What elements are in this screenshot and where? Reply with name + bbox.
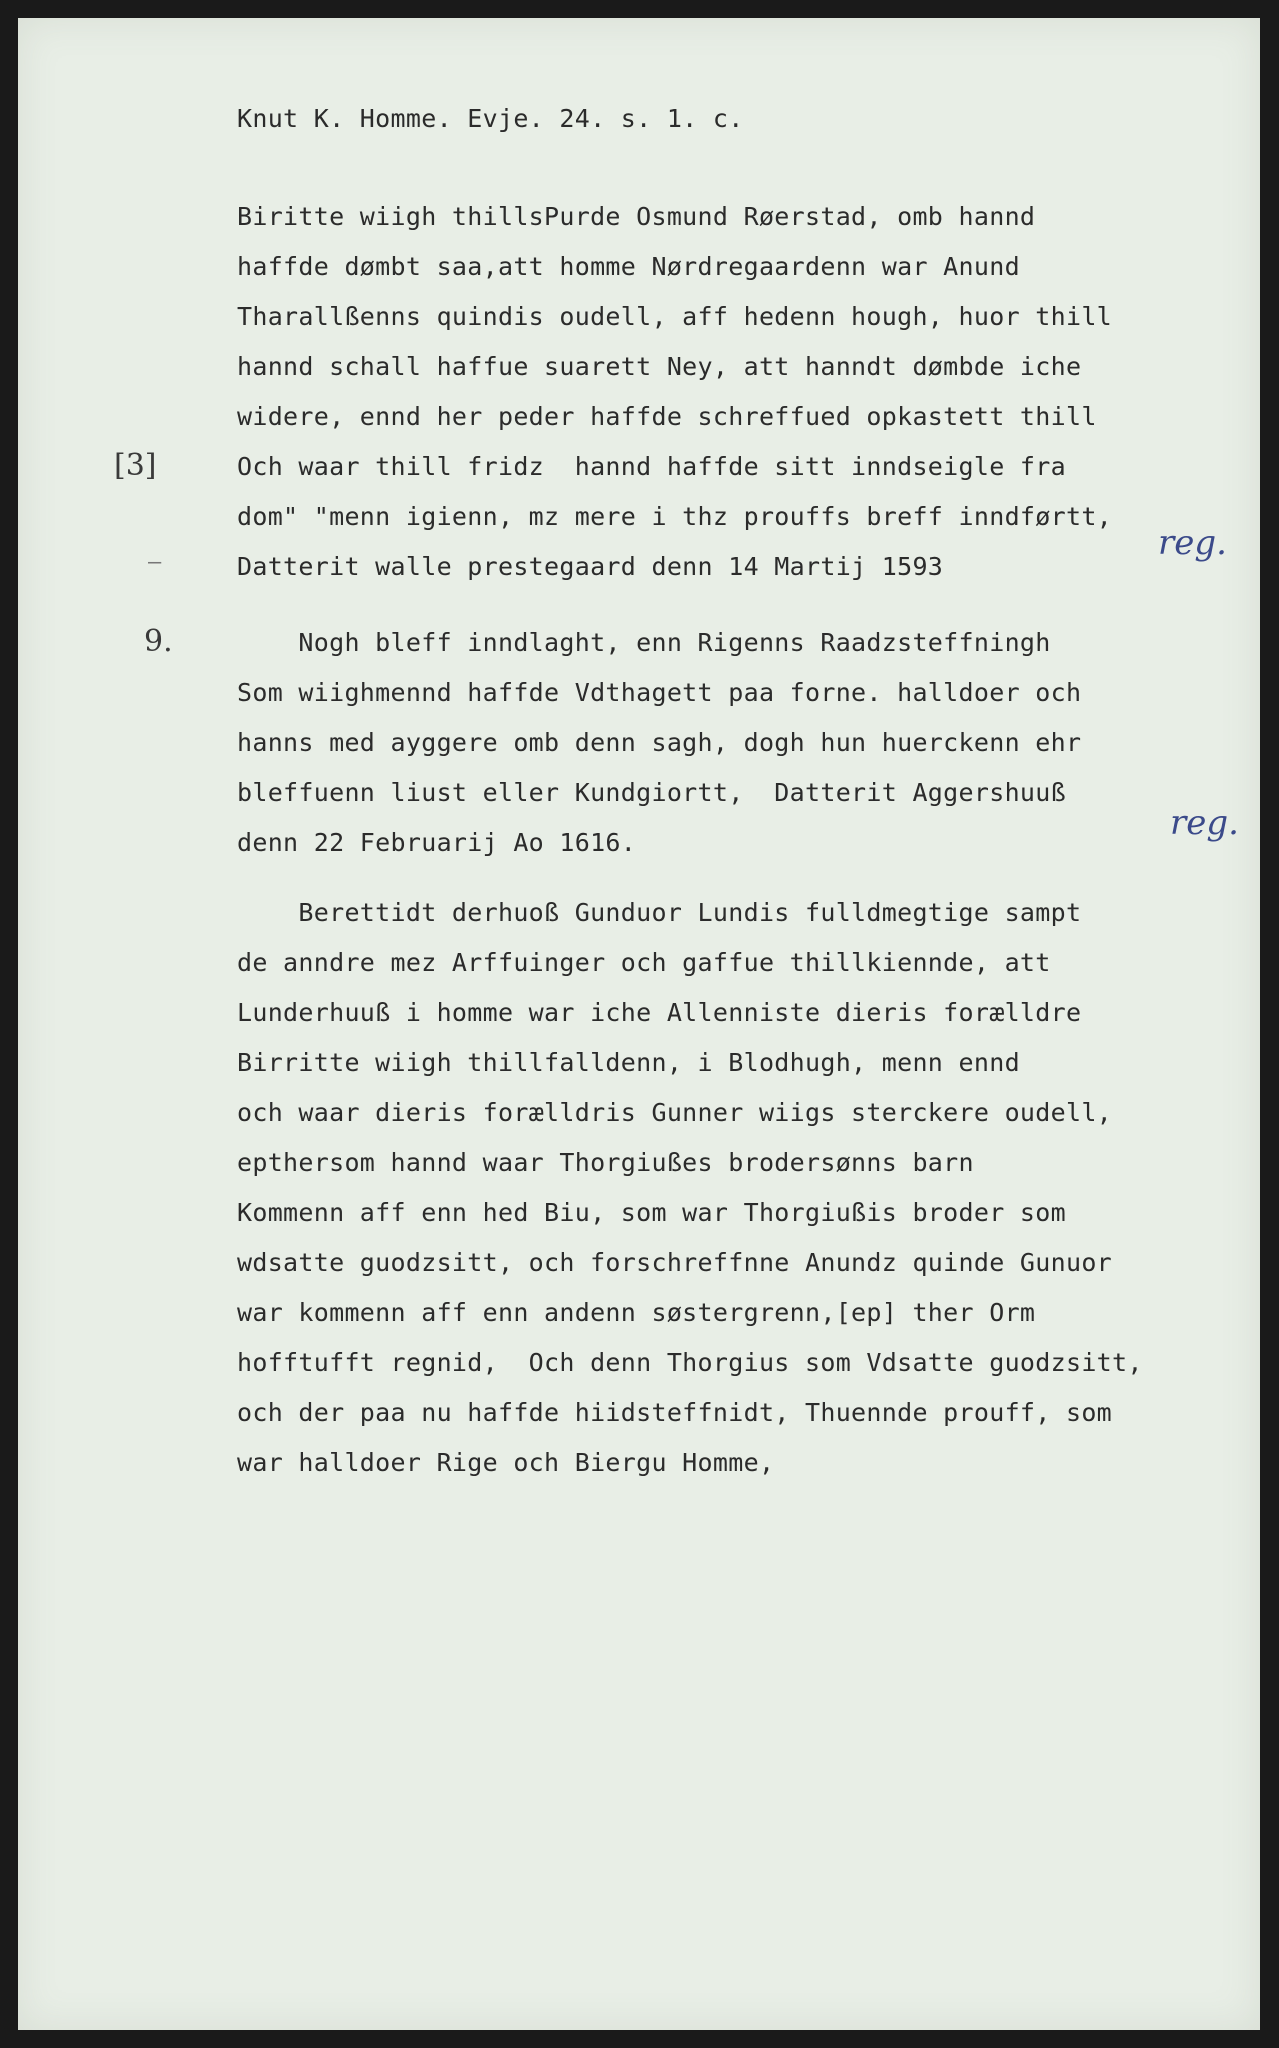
text-line: och waar dieris forælldris Gunner wiigs sterckere oudell,: [237, 1098, 1113, 1127]
text-line: dom" "menn igienn, mz mere i thz prouffs breff inndførtt,: [237, 502, 1113, 531]
margin-dash: –: [148, 550, 162, 575]
pencil-annotation: reg.: [1170, 803, 1239, 843]
text-line: hanns med ayggere omb denn sagh, dogh hun huerckenn ehr: [237, 728, 1082, 757]
text-line: Nogh bleff inndlaght, enn Rigenns Raadzsteffningh: [237, 628, 1051, 657]
text-line: Birritte wiigh thillfalldenn, i Blodhugh, menn ennd: [237, 1048, 1020, 1077]
text-line: war kommenn aff enn andenn søstergrenn,[ep] ther Orm: [237, 1298, 1036, 1327]
text-line: och der paa nu haffde hiidsteffnidt, Thuennde prouff, som: [237, 1398, 1113, 1427]
text-line: Kommenn aff enn hed Biu, som war Thorgiußis broder som: [237, 1198, 1066, 1227]
text-line: de anndre mez Arffuinger och gaffue thillkiennde, att: [237, 948, 1051, 977]
text-line: war halldoer Rige och Biergu Homme,: [237, 1448, 775, 1477]
text-line: Tharallßenns quindis oudell, aff hedenn hough, huor thill: [237, 302, 1113, 331]
text-line: Lunderhuuß i homme war iche Allenniste dieris forælldre: [237, 998, 1082, 1027]
text-line: widere, ennd her peder haffde schreffued opkastett thill: [237, 402, 1097, 431]
text-line: Datterit walle prestegaard denn 14 Martij 1593: [237, 552, 944, 581]
margin-number: 9.: [144, 624, 173, 659]
text-line: bleffuenn liust eller Kundgiortt, Datterit Aggershuuß: [237, 778, 1066, 807]
margin-bracket: [3]: [114, 448, 157, 483]
pencil-annotation: reg.: [1158, 523, 1227, 563]
text-line: Biritte wiigh thillsPurde Osmund Røerstad, omb hannd: [237, 202, 1036, 231]
text-line: denn 22 Februarij Ao 1616.: [237, 828, 637, 857]
text-line: Berettidt derhuoß Gunduor Lundis fulldmegtige sampt: [237, 898, 1082, 927]
text-line: haffde dømbt saa,att homme Nørdregaardenn war Anund: [237, 252, 1020, 281]
document-page: [18, 18, 1260, 2030]
text-line: Som wiighmennd haffde Vdthagett paa forne. halldoer och: [237, 678, 1082, 707]
text-line: wdsatte guodzsitt, och forschreffnne Anundz quinde Gunuor: [237, 1248, 1113, 1277]
text-line: Och waar thill fridz hannd haffde sitt inndseigle fra: [237, 452, 1066, 481]
text-line: hofftufft regnid, Och denn Thorgius som Vdsatte guodzsitt,: [237, 1348, 1143, 1377]
text-line: hannd schall haffue suarett Ney, att hanndt dømbde iche: [237, 352, 1082, 381]
document-header: Knut K. Homme. Evje. 24. s. 1. c.: [237, 104, 744, 133]
text-line: epthersom hannd waar Thorgiußes brodersønns barn: [237, 1148, 974, 1177]
